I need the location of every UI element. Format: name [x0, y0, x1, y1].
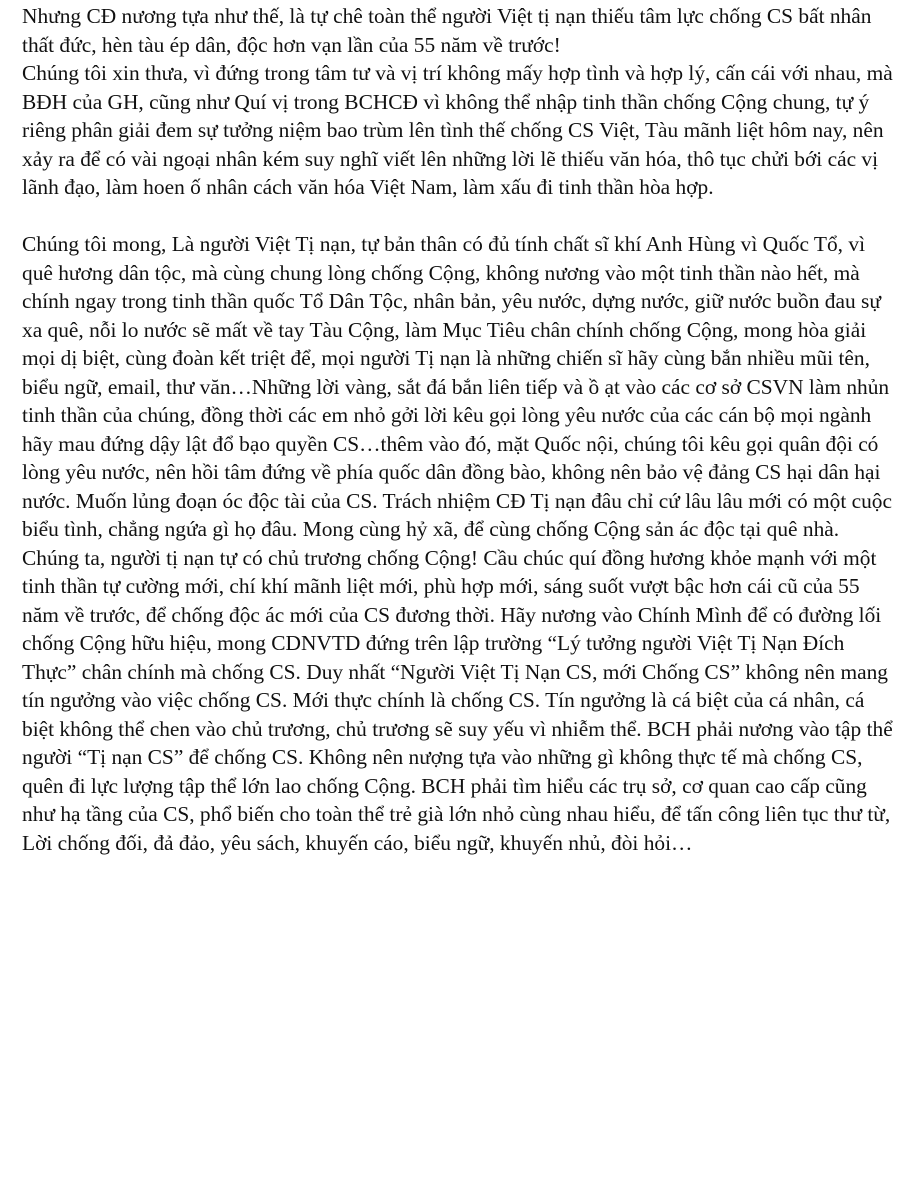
paragraph-2: Chúng tôi xin thưa, vì đứng trong tâm tư và vị trí không mấy hợp tình và hợp lý, cấn cái với nhau, mà BĐH của GH, cũng như Quí vị trong BCHCĐ vì không thể nhập tinh thần chống Cộng chung, tự ý riêng phân giải đem sự tưởng niệm bao trùm lên tình thế chống CS Việt, Tàu mãnh liệt hôm nay, nên xảy ra để có vài ngoại nhân kém suy nghĩ viết lên những lời lẽ thiếu văn hóa, thô tục chửi bới các vị lãnh đạo, làm hoen ố nhân cách văn hóa Việt Nam, làm xấu đi tinh thần hòa hợp. — [22, 61, 893, 199]
paragraph-3: Chúng tôi mong, Là người Việt Tị nạn, tự bản thân có đủ tính chất sĩ khí Anh Hùng vì Quốc Tổ, vì quê hương dân tộc, mà cùng chung lòng chống Cộng, không nương vào một tinh thần nào hết, mà chính ngay trong tinh thần quốc Tổ Dân Tộc, nhân bản, yêu nước, dựng nước, giữ nước buồn đau sự xa quê, nỗi lo nước sẽ mất về tay Tàu Cộng, làm Mục Tiêu chân chính chống Cộng, mong hòa giải mọi dị biệt, cùng đoàn kết triệt để, mọi người Tị nạn là những chiến sĩ hãy cùng bắn nhiều mũi tên, biểu ngữ, email, thư văn…Những lời vàng, sắt đá bắn liên tiếp và ồ ạt vào các cơ sở CSVN làm nhủn tinh thần của chúng, đồng thời các em nhỏ gởi lời kêu gọi lòng yêu nước của các cán bộ mọi ngành hãy mau đứng dậy lật đổ bạo quyền CS…thêm vào đó, mặt Quốc nội, chúng tôi kêu gọi quân đội có lòng yêu nước, nên hồi tâm đứng về phía quốc dân đồng bào, không nên bảo vệ đảng CS hại dân hại nước. Muốn lủng đoạn óc độc tài của CS. Trách nhiệm CĐ Tị nạn đâu chỉ cứ lâu lâu mới có một cuộc biểu tình, chẳng ngứa gì họ đâu. Mong cùng hỷ xã, để cùng chống Cộng sản ác độc tại quê nhà. Chúng ta, người tị nạn tự có chủ trương chống Cộng! Cầu chúc quí đồng hương khỏe mạnh với một tinh thần tự cường mới, chí khí mãnh liệt mới, phù hợp mới, sáng suốt vượt bậc hơn cái cũ của 55 năm về trước, để chống độc ác mới của CS đương thời. Hãy nương vào Chính Mình để có đường lối chống Cộng hữu hiệu, mong CDNVTD đứng trên lập trường “Lý tưởng người Việt Tị Nạn Đích Thực” chân chính mà chống CS. Duy nhất “Người Việt Tị Nạn CS, mới Chống CS” không nên mang tín ngưởng vào việc chống CS. Mới thực chính là chống CS. Tín ngưởng là cá biệt của cá nhân, cá biệt không thể chen vào chủ trương, chủ trương sẽ suy yếu vì nhiễm thể. BCH phải nương vào tập thể người “Tị nạn CS” để chống CS. Không nên nượng tựa vào những gì không thực tế mà chống CS, quên đi lực lượng tập thể lớn lao chống Cộng. BCH phải tìm hiểu các trụ sở, cơ quan cao cấp cũng như hạ tầng của CS, phổ biến cho toàn thể trẻ già lớn nhỏ cùng nhau hiểu, để tấn công liên tục thư từ, Lời chống đối, đả đảo, yêu sách, khuyến cáo, biểu ngữ, khuyến nhủ, đòi hỏi… — [22, 232, 893, 855]
document-page — [22, 2, 894, 857]
paragraph-1: Nhưng CĐ nương tựa như thế, là tự chê toàn thể người Việt tị nạn thiếu tâm lực chống CS bất nhân thất đức, hèn tàu ép dân, độc hơn vạn lần của 55 năm về trước! — [22, 4, 872, 57]
paragraph-spacer — [22, 202, 894, 231]
